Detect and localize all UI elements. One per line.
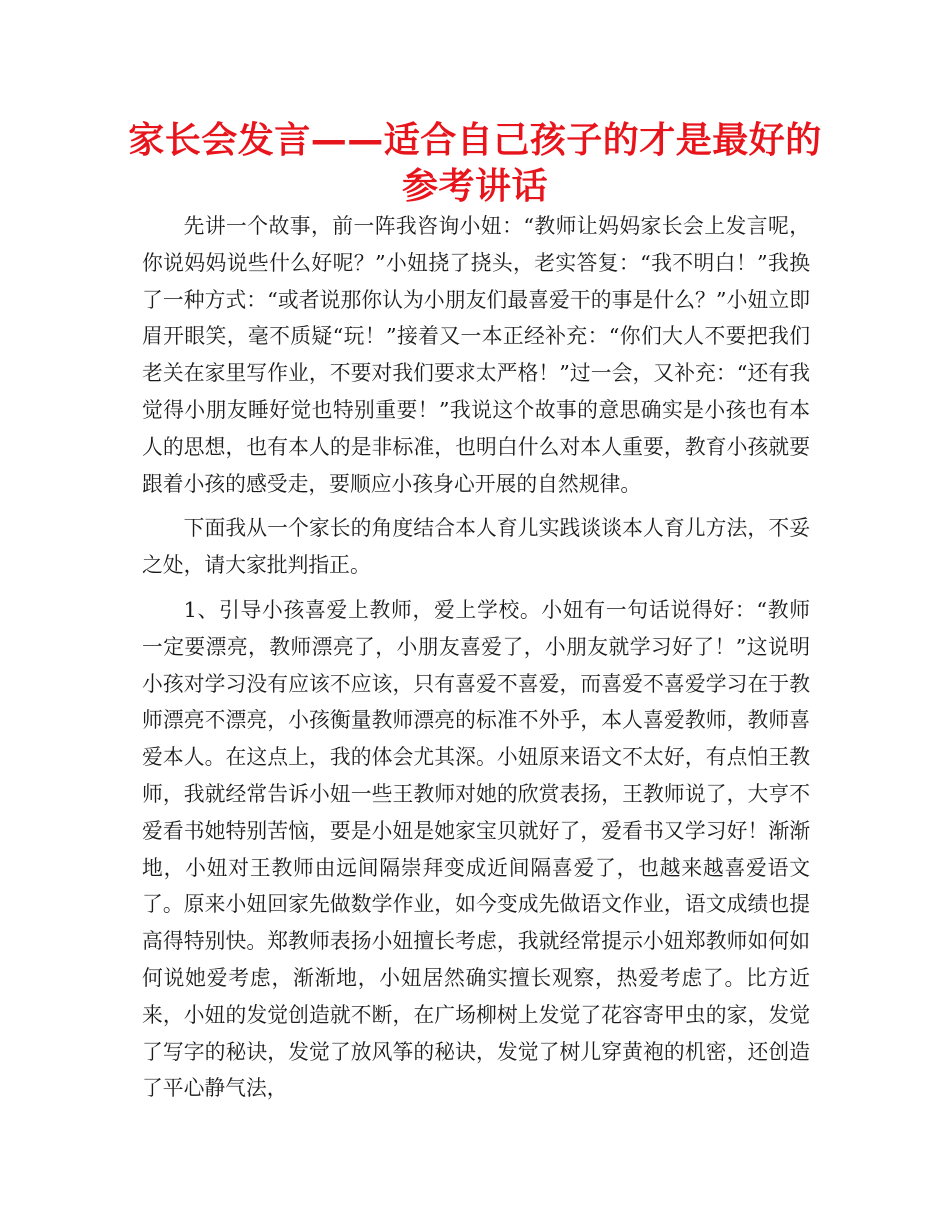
document-title: 家长会发言——适合自己孩子的才是最好的参考讲话 xyxy=(128,120,822,207)
document-body xyxy=(142,208,810,1107)
paragraph-story: 先讲一个故事，前一阵我咨询小妞：“教师让妈妈家长会上发言呢，你说妈妈说些什么好呢？”小妞挠了挠头，老实答复：“我不明白！”我换了一种方式：“或者说那你认为小朋友们最喜爱干的事是什么？”小妞立即眉开眼笑，毫不质疑“玩！”接着又一本正经补充：“你们大人不要把我们老关在家里写作业，不要对我们要求太严格！”过一会，又补充：“还有我觉得小朋友睡好觉也特别重要！”我说这个故事的意思确实是小孩也有本人的思想，也有本人的是非标准，也明白什么对本人重要，教育小孩就要跟着小孩的感受走，要顺应小孩身心开展的自然规律。 xyxy=(142,214,810,496)
paragraph-point-1: 1、引导小孩喜爱上教师，爱上学校。小妞有一句话说得好：“教师一定要漂亮，教师漂亮了，小朋友喜爱了，小朋友就学习好了！”这说明小孩对学习没有应该不应该，只有喜爱不喜爱，而喜爱不喜爱学习在于教师漂亮不漂亮，小孩衡量教师漂亮的标准不外乎，本人喜爱教师，教师喜爱本人。在这点上，我的体会尤其深。小妞原来语文不太好，有点怕王教师，我就经常告诉小妞一些王教师对她的欣赏表扬，王教师说了，大亨不爱看书她特别苦恼，要是小妞是她家宝贝就好了，爱看书又学习好！渐渐地，小妞对王教师由远间隔崇拜变成近间隔喜爱了，也越来越喜爱语文了。原来小妞回家先做数学作业，如今变成先做语文作业，语文成绩也提高得特别快。郑教师表扬小妞擅长考虑，我就经常提示小妞郑教师如何如何说她爱考虑，渐渐地，小妞居然确实擅长观察，热爱考虑了。比方近来，小妞的发觉创造就不断，在广场柳树上发觉了花容寄甲虫的家，发觉了写字的秘诀，发觉了放风筝的秘诀，发觉了树儿穿黄袍的机密，还创造了平心静气法， xyxy=(142,597,810,1101)
paragraph-intro: 下面我从一个家长的角度结合本人育儿实践谈谈本人育儿方法，不妥之处，请大家批判指正。 xyxy=(142,516,810,578)
